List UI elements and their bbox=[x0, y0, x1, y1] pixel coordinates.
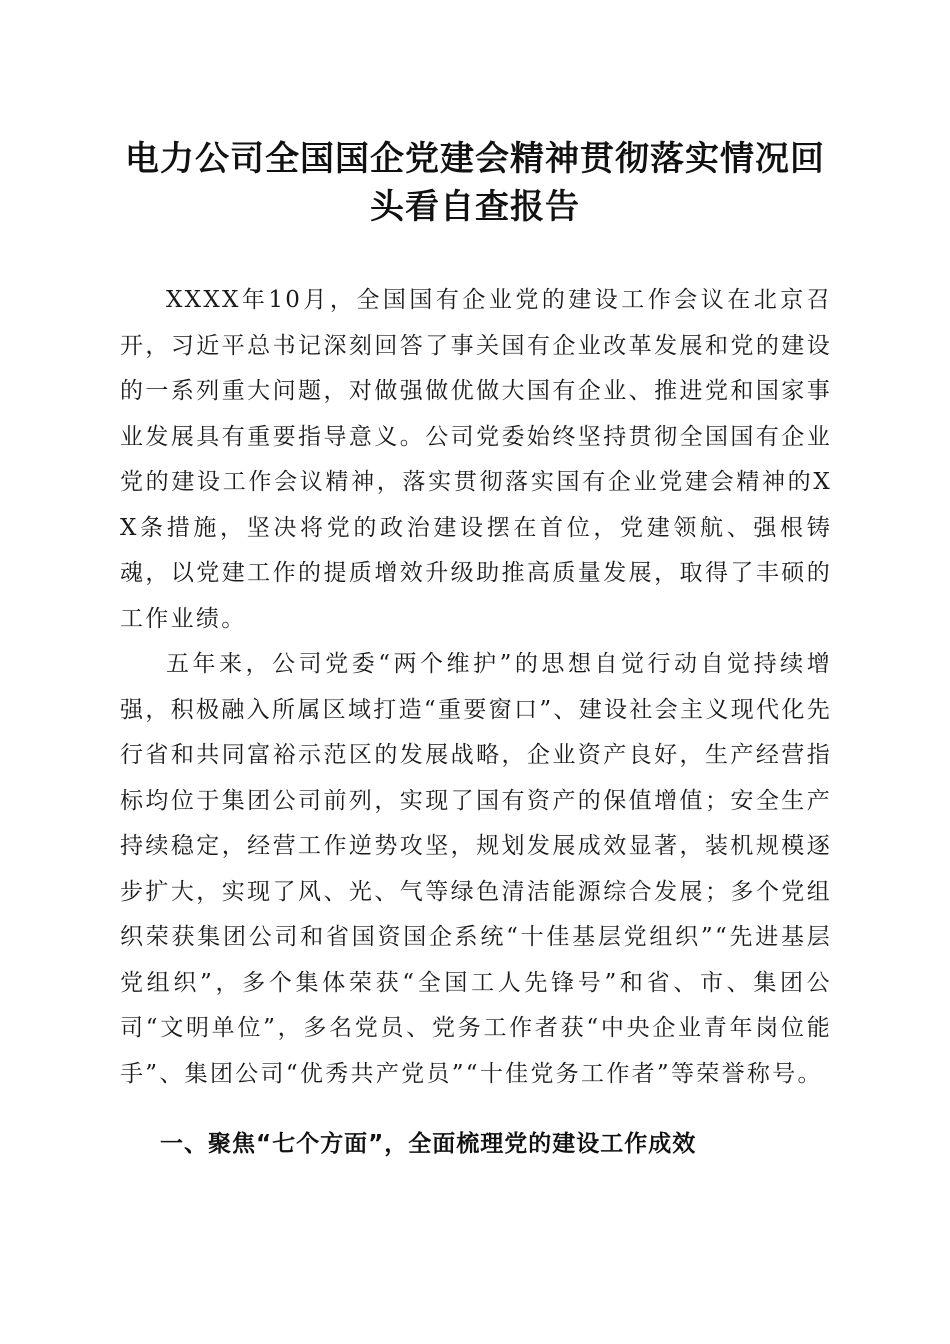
document-body bbox=[120, 278, 832, 1097]
section-heading: 一、聚焦“七个方面”，全面梳理党的建设工作成效 bbox=[160, 1131, 697, 1157]
paragraph-five-years: 五年来，公司党委“两个维护”的思想自觉行动自觉持续增强，积极融入所属区域打造“重要窗口”、建设社会主义现代化先行省和共同富裕示范区的发展战略，企业资产良好，生产经营指标均位于集团公司前列，实现了国有资产的保值增值；安全生产持续稳定，经营工作逆势攻坚，规划发展成效显著，装机规模逐步扩大，实现了风、光、气等绿色清洁能源综合发展；多个党组织荣获集团公司和省国资国企系统“十佳基层党组织”“先进基层党组织”，多个集体荣获“全国工人先锋号”和省、市、集团公司“文明单位”，多名党员、党务工作者获“中央企业青年岗位能手”、集团公司“优秀共产党员”“十佳党务工作者”等荣誉称号。 bbox=[120, 651, 832, 1087]
paragraph-intro: XXXX年10月，全国国有企业党的建设工作会议在北京召开，习近平总书记深刻回答了事关国有企业改革发展和党的建设的一系列重大问题，对做强做优做大国有企业、推进党和国家事业发展具有重要指导意义。公司党委始终坚持贯彻全国国有企业党的建设工作会议精神，落实贯彻落实国有企业党建会精神的XX条措施，坚决将党的政治建设摆在首位，党建领航、强根铸魂，以党建工作的提质增效升级助推高质量发展，取得了丰硕的工作业绩。 bbox=[120, 287, 832, 632]
document-title bbox=[100, 135, 850, 231]
title-line-2: 头看自查报告 bbox=[370, 187, 580, 227]
title-line-1: 电力公司全国国企党建会精神贯彻落实情况回 bbox=[125, 139, 825, 179]
